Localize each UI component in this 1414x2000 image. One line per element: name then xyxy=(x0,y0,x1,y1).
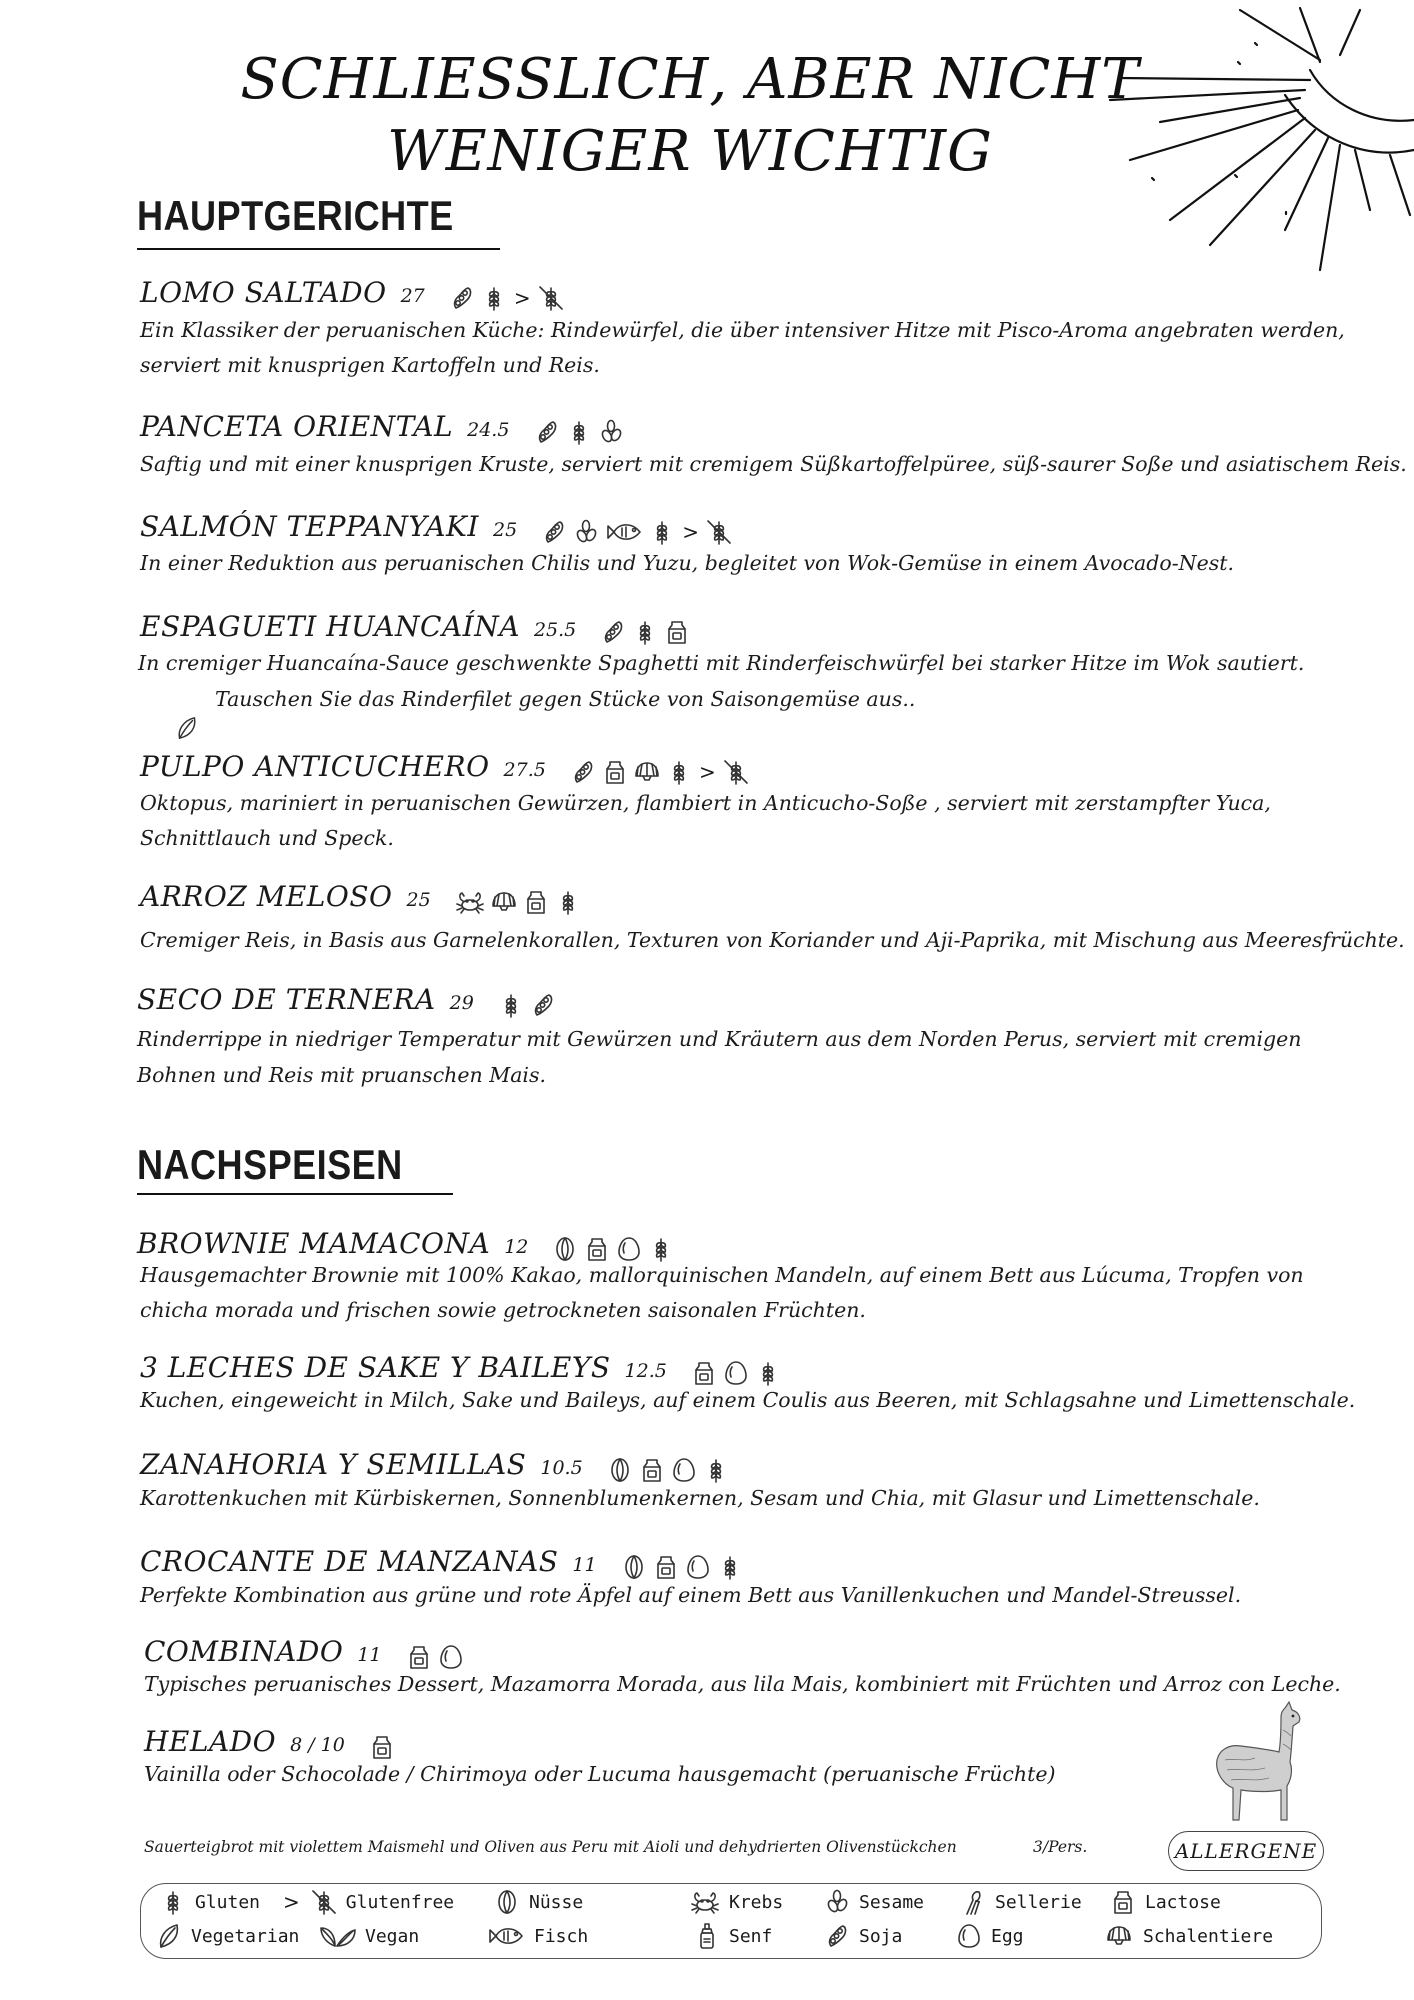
legend-shellfish xyxy=(1103,1922,1273,1950)
dish-price: 24.5 xyxy=(467,419,510,441)
egg-icon xyxy=(684,1553,712,1581)
fish-icon xyxy=(486,1922,526,1950)
lactose-icon xyxy=(522,888,550,916)
section-rule-mains xyxy=(137,248,500,250)
dish-description: Schnittlauch und Speck. xyxy=(140,826,394,850)
gluten-icon xyxy=(648,518,676,546)
dish-price: 29 xyxy=(449,992,474,1014)
legend-label: Egg xyxy=(991,1925,1024,1947)
dish-name: ARROZ MELOSO xyxy=(140,880,393,913)
allergen-icons xyxy=(606,1456,730,1484)
legend-label: Sesame xyxy=(859,1891,925,1913)
lactose-icon xyxy=(638,1456,666,1484)
egg-icon xyxy=(955,1922,983,1950)
legend-label: Senf xyxy=(729,1925,773,1947)
lactose-icon xyxy=(663,618,691,646)
gluten-icon xyxy=(631,618,659,646)
egg-icon xyxy=(670,1456,698,1484)
page-title-line2: WENIGER WICHTIG xyxy=(387,119,993,184)
lactose-icon xyxy=(601,758,629,786)
dish-lomo-saltado xyxy=(140,276,565,312)
allergen-icons xyxy=(569,758,750,786)
gluten-icon xyxy=(554,888,582,916)
dish-seco-de-ternera xyxy=(137,983,557,1019)
lactose-icon xyxy=(1109,1888,1137,1916)
glutenfree-icon xyxy=(537,284,565,312)
legend-label: Krebs xyxy=(729,1891,784,1913)
dish-description: Bohnen und Reis mit pruanschen Mais. xyxy=(137,1063,547,1087)
gt-symbol: > xyxy=(513,285,531,310)
gt-symbol: > xyxy=(698,759,716,784)
celery-icon xyxy=(959,1888,987,1916)
dish-crocante-de-manzanas xyxy=(140,1545,744,1581)
dish-description: chicha morada und frischen sowie getrockneten saisonalen Früchten. xyxy=(140,1298,866,1322)
dish-name: PANCETA ORIENTAL xyxy=(140,410,454,443)
section-heading-mains: HAUPTGERICHTE xyxy=(137,192,454,239)
crab-icon xyxy=(689,1888,721,1916)
allergen-icons xyxy=(533,418,625,446)
dish-pulpo-anticuchero xyxy=(140,750,750,786)
vegan-icon xyxy=(317,1922,357,1950)
dish-price: 12 xyxy=(504,1236,529,1258)
dish-name: BROWNIE MAMACONA xyxy=(137,1227,491,1260)
nuts-icon xyxy=(606,1456,634,1484)
dish-description: Vainilla oder Schocolade / Chirimoya oder Lucuma hausgemacht (peruanische Früchte) xyxy=(144,1762,1056,1786)
dish-name: SALMÓN TEPPANYAKI xyxy=(140,510,479,543)
dish-price: 27.5 xyxy=(503,759,546,781)
lactose-icon xyxy=(652,1553,680,1581)
legend-sesame xyxy=(823,1888,924,1916)
legend-label: Soja xyxy=(859,1925,903,1947)
glutenfree-icon xyxy=(705,518,733,546)
soy-icon xyxy=(540,518,568,546)
dish-espagueti-huancaina xyxy=(140,610,691,646)
page-title-line1: SCHLIESSLICH, ABER NICHT xyxy=(240,47,1140,112)
legend-lactose xyxy=(1109,1888,1221,1916)
dish-description: Typisches peruanisches Dessert, Mazamorra Morada, aus lila Mais, kombiniert mit Früchten und Arroz con Leche. xyxy=(144,1672,1341,1696)
allergen-icons xyxy=(599,618,691,646)
dish-price: 25 xyxy=(492,519,518,541)
allergen-icons xyxy=(454,888,582,916)
section-rule-desserts xyxy=(137,1193,453,1195)
legend-crab xyxy=(689,1888,783,1916)
gluten-icon xyxy=(702,1456,730,1484)
shellfish-icon xyxy=(633,758,661,786)
dish-helado xyxy=(144,1725,396,1761)
allergene-label: ALLERGENE xyxy=(1168,1831,1324,1871)
dish-description: Ein Klassiker der peruanischen Küche: Rindewürfel, die über intensiver Hitze mit Pisco-Aroma angebraten werden, xyxy=(140,318,1345,342)
dish-combinado xyxy=(144,1635,465,1671)
soy-icon xyxy=(569,758,597,786)
dish-description: Rinderrippe in niedriger Temperatur mit Gewürzen und Kräutern aus dem Norden Perus, serviert mit cremigen xyxy=(137,1027,1302,1051)
legend-label: Gluten xyxy=(195,1891,261,1913)
dish-description: In einer Reduktion aus peruanischen Chilis und Yuzu, begleitet von Wok-Gemüse in einem Avocado-Nest. xyxy=(140,551,1235,575)
bread-price: 3/Pers. xyxy=(1033,1838,1088,1856)
dish-description: Karottenkuchen mit Kürbiskernen, Sonnenblumenkernen, Sesam und Chia, mit Glasur und Limettenschale. xyxy=(140,1486,1260,1510)
dish-name: PULPO ANTICUCHERO xyxy=(140,750,490,783)
soy-icon xyxy=(823,1922,851,1950)
dish-price: 25.5 xyxy=(533,619,577,641)
vegetarian-icon xyxy=(155,1922,183,1950)
dish-name: HELADO xyxy=(144,1725,277,1758)
allergen-icons xyxy=(620,1553,744,1581)
dish-panceta-oriental xyxy=(140,410,625,446)
legend-gluten xyxy=(159,1888,260,1916)
glutenfree-icon xyxy=(722,758,750,786)
soy-icon xyxy=(529,991,557,1019)
crab-icon xyxy=(454,888,486,916)
gluten-icon xyxy=(665,758,693,786)
gluten-icon xyxy=(480,284,508,312)
dish-3-leches xyxy=(140,1351,782,1387)
legend-vegetarian xyxy=(155,1922,299,1950)
dish-name: CROCANTE DE MANZANAS xyxy=(140,1545,559,1578)
dish-arroz-meloso xyxy=(140,880,582,916)
dish-description: Kuchen, eingeweicht in Milch, Sake und Baileys, auf einem Coulis aus Beeren, mit Schlagsahne und Limettenschale. xyxy=(140,1388,1356,1412)
dish-name: ZANAHORIA Y SEMILLAS xyxy=(140,1448,527,1481)
dish-description: In cremiger Huancaína-Sauce geschwenkte Spaghetti mit Rinderfeischwürfel bei starker Hitze im Wok sautiert. xyxy=(138,651,1305,675)
glutenfree-icon xyxy=(310,1888,338,1916)
legend-soy xyxy=(823,1922,902,1950)
legend-glutenfree xyxy=(281,1888,454,1916)
dish-name: 3 LECHES DE SAKE Y BAILEYS xyxy=(140,1351,611,1384)
mustard-icon xyxy=(693,1922,721,1950)
legend-nuts xyxy=(493,1888,583,1916)
gluten-icon xyxy=(716,1553,744,1581)
legend-vegan xyxy=(317,1922,419,1950)
legend-label: Vegetarian xyxy=(191,1925,300,1947)
legend-fish xyxy=(486,1922,588,1950)
dish-price: 27 xyxy=(400,285,425,307)
dish-name: LOMO SALTADO xyxy=(140,276,387,309)
shellfish-icon xyxy=(490,888,518,916)
fish-icon xyxy=(604,518,644,546)
dish-salmon-teppanyaki xyxy=(140,510,733,546)
dish-price: 11 xyxy=(357,1644,382,1666)
dish-name: ESPAGUETI HUANCAÍNA xyxy=(140,610,520,643)
dish-price: 8 / 10 xyxy=(290,1734,345,1756)
dish-name: SECO DE TERNERA xyxy=(137,983,436,1016)
section-heading-desserts: NACHSPEISEN xyxy=(137,1141,403,1188)
shellfish-icon xyxy=(1103,1922,1135,1950)
nuts-icon xyxy=(620,1553,648,1581)
gluten-icon xyxy=(497,991,525,1019)
dish-name: COMBINADO xyxy=(144,1635,344,1668)
legend-celery xyxy=(959,1888,1082,1916)
sesame-icon xyxy=(597,418,625,446)
vegetarian-icon xyxy=(174,713,200,743)
allergen-legend xyxy=(140,1883,1322,1959)
bread-note: Sauerteigbrot mit violettem Maismehl und Oliven aus Peru mit Aioli und dehydrierten Olivenstückchen xyxy=(144,1838,957,1856)
dish-price: 12.5 xyxy=(624,1360,667,1382)
dish-description: Cremiger Reis, in Basis aus Garnelenkorallen, Texturen von Koriander und Aji-Paprika, mit Mischung aus Meeresfrüchte. xyxy=(140,928,1405,952)
legend-label: Lactose xyxy=(1145,1891,1221,1913)
gluten-icon xyxy=(565,418,593,446)
legend-label: Sellerie xyxy=(995,1891,1082,1913)
legend-mustard xyxy=(693,1922,772,1950)
soy-icon xyxy=(599,618,627,646)
legend-egg xyxy=(955,1922,1024,1950)
nuts-icon xyxy=(493,1888,521,1916)
dish-price: 11 xyxy=(572,1554,597,1576)
sesame-icon xyxy=(572,518,600,546)
dish-price: 25 xyxy=(406,889,431,911)
legend-label: Fisch xyxy=(534,1925,589,1947)
dish-description: Saftig und mit einer knusprigen Kruste, serviert mit cremigem Süßkartoffelpüree, süß-saurer Soße und asiatischem Reis. xyxy=(140,452,1407,476)
allergen-icons xyxy=(497,991,557,1019)
dish-description: Hausgemachter Brownie mit 100% Kakao, mallorquinischen Mandeln, auf einem Bett aus Lúcuma, Tropfen von xyxy=(140,1263,1304,1287)
dish-description: Tauschen Sie das Rinderfilet gegen Stücke von Saisongemüse aus.. xyxy=(215,687,916,711)
gt-symbol: > xyxy=(283,1890,300,1914)
gt-symbol: > xyxy=(682,519,700,544)
gluten-icon xyxy=(159,1888,187,1916)
legend-label: Nüsse xyxy=(529,1891,584,1913)
sesame-icon xyxy=(823,1888,851,1916)
dish-description: serviert mit knusprigen Kartoffeln und Reis. xyxy=(140,353,600,377)
dish-zanahoria-y-semillas xyxy=(140,1448,730,1484)
dish-price: 10.5 xyxy=(540,1457,583,1479)
allergen-icons xyxy=(540,518,733,546)
alpaca-illustration xyxy=(1195,1700,1325,1830)
dish-description: Oktopus, mariniert in peruanischen Gewürzen, flambiert in Anticucho-Soße , serviert mit zerstampfter Yuca, xyxy=(140,791,1271,815)
soy-icon xyxy=(533,418,561,446)
soy-icon xyxy=(448,284,476,312)
legend-label: Glutenfree xyxy=(345,1891,455,1913)
allergen-icons xyxy=(448,284,565,312)
dish-description: Perfekte Kombination aus grüne und rote Äpfel auf einem Bett aus Vanillenkuchen und Mandel-Streussel. xyxy=(140,1583,1242,1607)
legend-label: Schalentiere xyxy=(1143,1925,1274,1947)
legend-label: Vegan xyxy=(365,1925,420,1947)
